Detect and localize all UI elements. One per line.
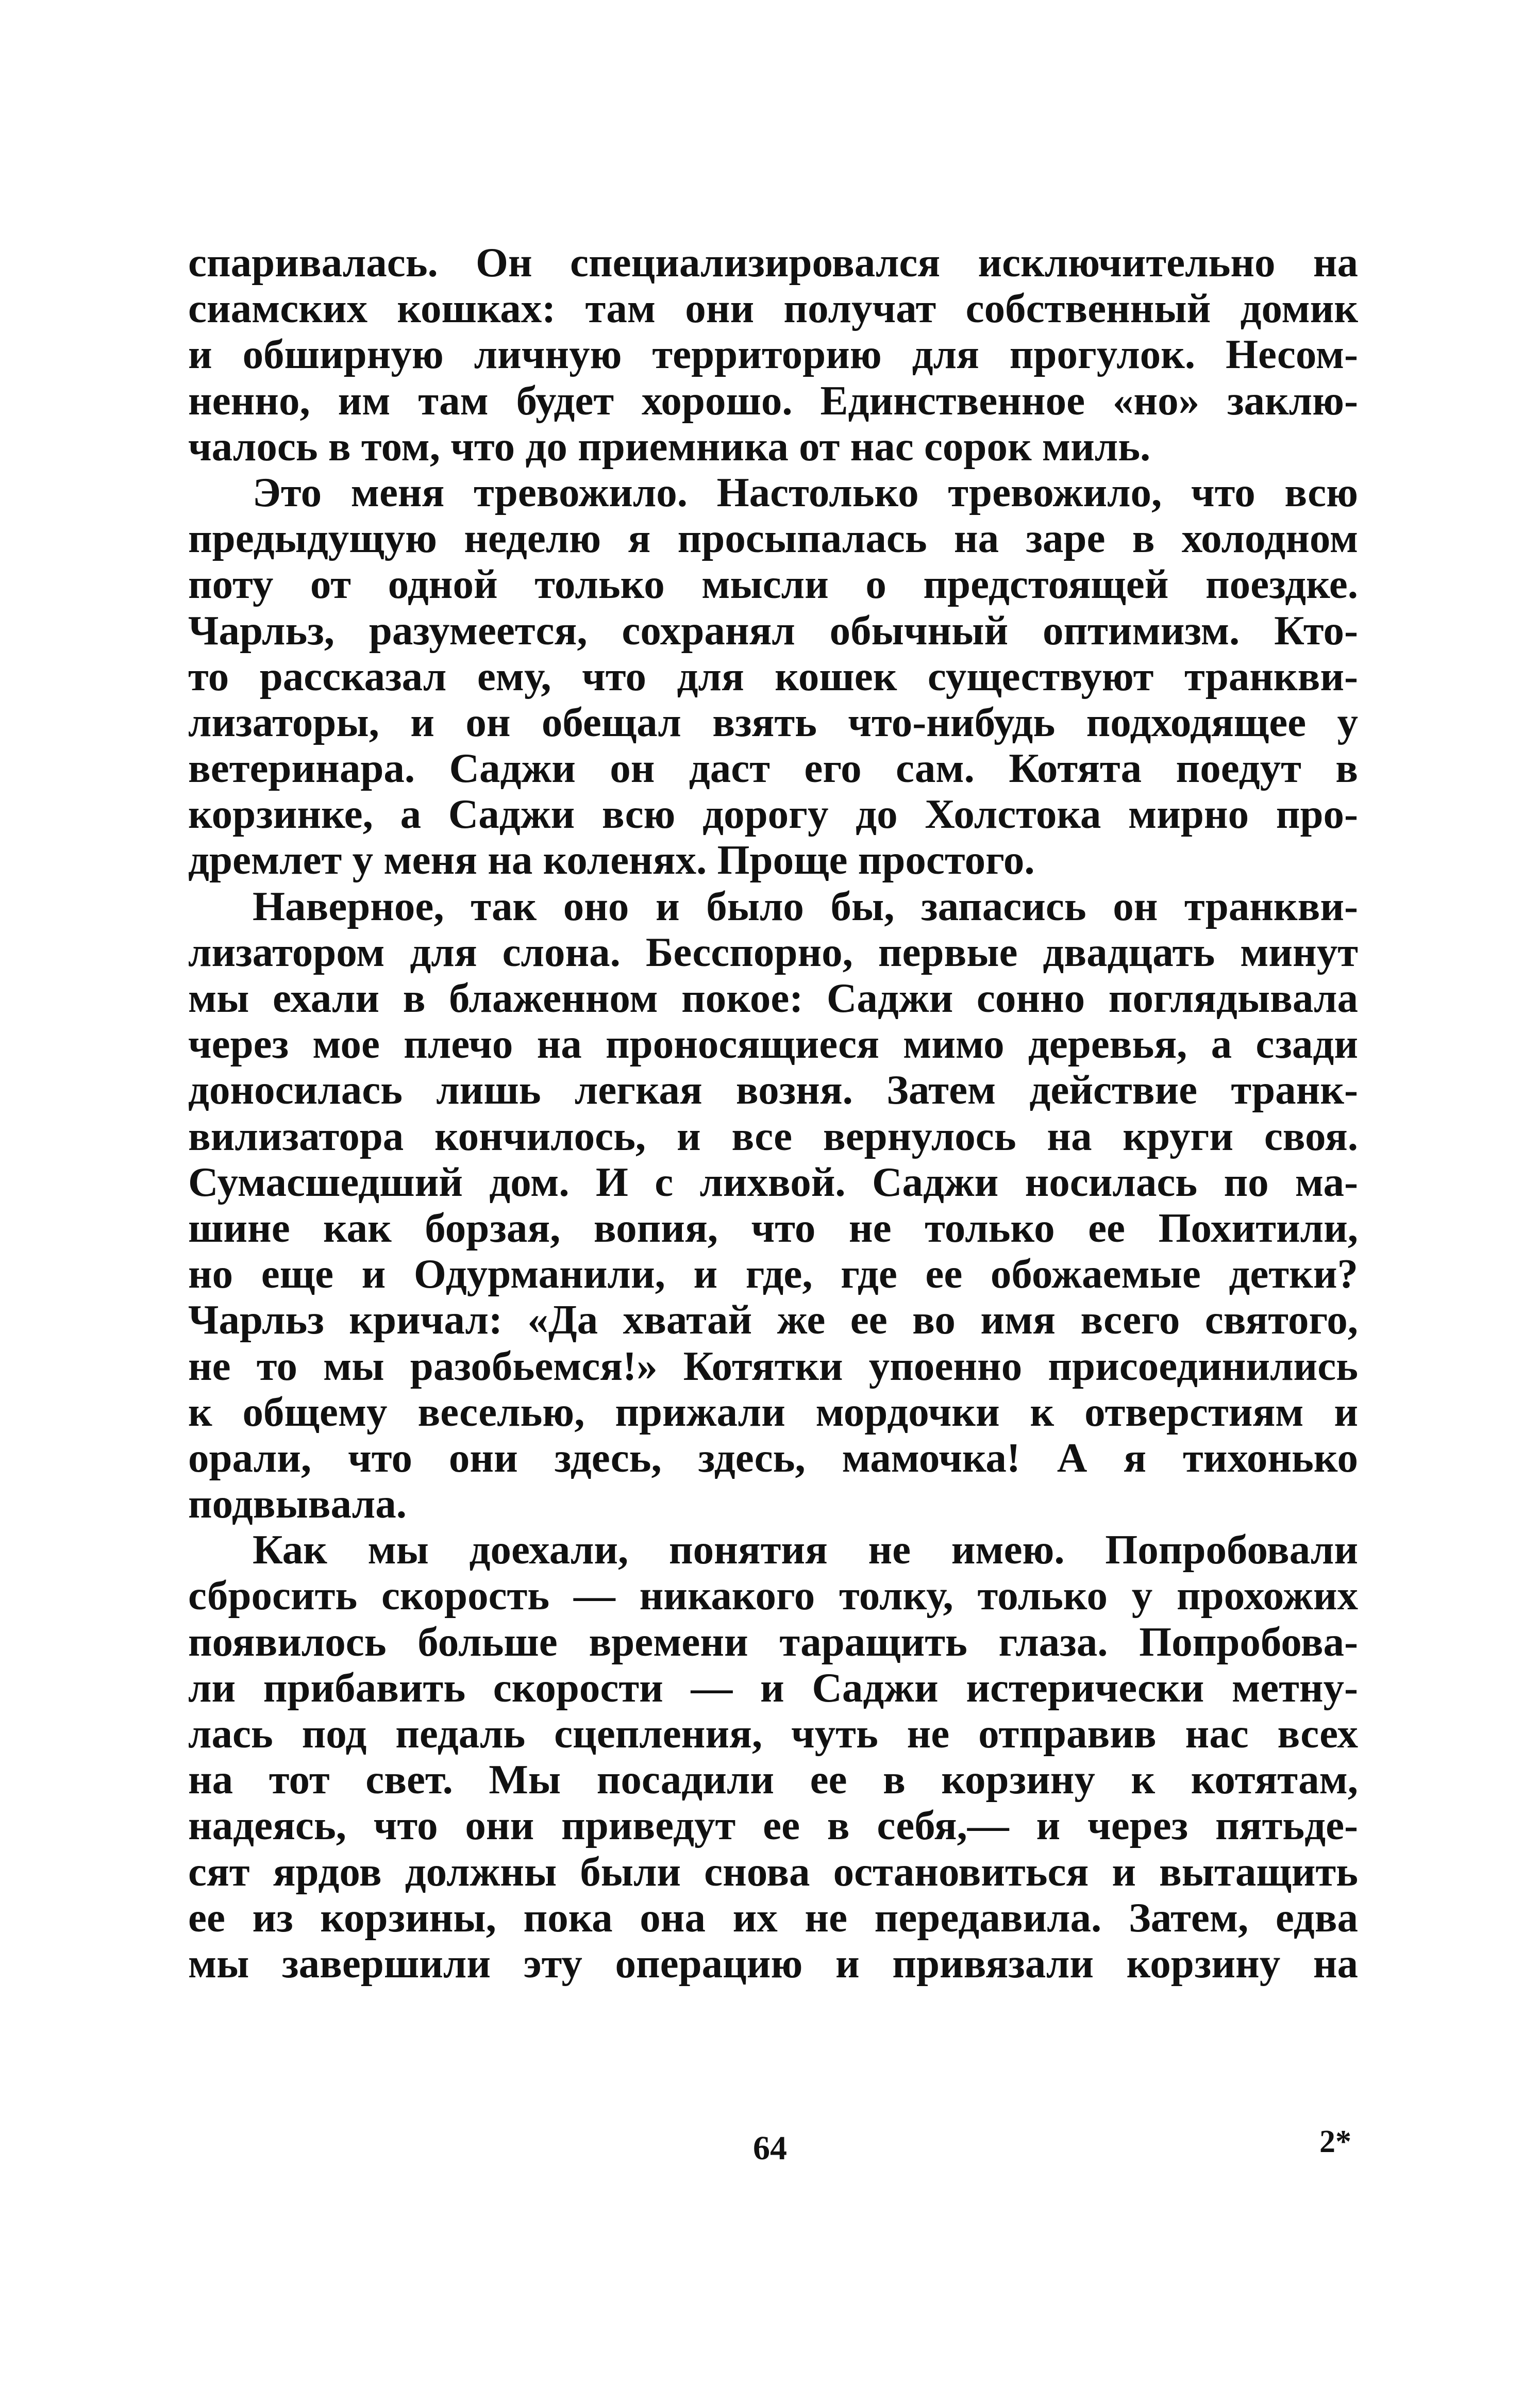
text-line: дремлет у меня на коленях. Проще простого. <box>188 837 1035 884</box>
text-line: через мое плечо на проносящиеся мимо деревья, а сзади <box>188 1021 1358 1068</box>
text-line: сиамских кошках: там они получат собственный домик <box>188 285 1358 332</box>
text-line: Чарльз, разумеется, сохранял обычный оптимизм. Кто- <box>188 607 1358 654</box>
text-line: Сумасшедший дом. И с лихвой. Саджи носилась по ма- <box>188 1158 1358 1205</box>
text-line: не то мы разобьемся!» Котятки упоенно присоединились <box>188 1342 1358 1389</box>
text-line: ли прибавить скорости — и Саджи истерически метну- <box>188 1664 1358 1711</box>
text-line: корзинке, а Саджи всю дорогу до Холстока мирно про- <box>188 791 1358 838</box>
text-line: мы завершили эту операцию и привязали корзину на <box>188 1940 1358 1987</box>
page-number: 64 <box>753 2129 787 2167</box>
text-line: сят ярдов должны были снова остановиться и вытащить <box>188 1848 1358 1895</box>
text-line: подвывала. <box>188 1480 407 1527</box>
text-line: надеясь, что они приведут ее в себя,— и через пятьде- <box>188 1802 1358 1849</box>
text-line: на тот свет. Мы посадили ее в корзину к котятам, <box>188 1756 1358 1803</box>
text-line: к общему веселью, прижали мордочки к отверстиям и <box>188 1388 1358 1435</box>
text-line: Чарльз кричал: «Да хватай же ее во имя всего святого, <box>188 1296 1358 1343</box>
text-line: Это меня тревожило. Настолько тревожило, что всю <box>253 469 1358 515</box>
text-line: шине как борзая, вопия, что не только ее Похитили, <box>188 1204 1358 1251</box>
text-line: и обширную личную территорию для прогулок. Несом- <box>188 331 1358 378</box>
text-line: Как мы доехали, понятия не имею. Попробовали <box>253 1526 1358 1573</box>
body-text <box>188 240 1358 1987</box>
text-line: то рассказал ему, что для кошек существуют транкви- <box>188 653 1358 699</box>
text-line: чалось в том, что до приемника от нас сорок миль. <box>188 423 1151 470</box>
text-line: ветеринара. Саджи он даст его сам. Котята поедут в <box>188 745 1358 792</box>
text-line: орали, что они здесь, здесь, мамочка! А я тихонько <box>188 1434 1358 1481</box>
text-line: лась под педаль сцепления, чуть не отправив нас всех <box>188 1710 1358 1757</box>
text-line: вилизатора кончилось, и все вернулось на круги своя. <box>188 1112 1358 1159</box>
text-line: предыдущую неделю я просыпалась на заре в холодном <box>188 515 1358 562</box>
text-line: появилось больше времени таращить глаза. Попробова- <box>188 1618 1358 1665</box>
text-line: мы ехали в блаженном покое: Саджи сонно поглядывала <box>188 975 1358 1021</box>
text-line: сбросить скорость — никакого толку, только у прохожих <box>188 1572 1358 1619</box>
text-line: доносилась лишь легкая возня. Затем действие транк- <box>188 1066 1358 1113</box>
text-line: но еще и Одурманили, и где, где ее обожаемые детки? <box>188 1251 1358 1297</box>
text-line: спаривалась. Он специализировался исключительно на <box>188 239 1358 286</box>
text-line: поту от одной только мысли о предстоящей поездке. <box>188 561 1358 608</box>
text-line: лизатором для слона. Бесспорно, первые двадцать минут <box>188 928 1358 975</box>
text-line: ненно, им там будет хорошо. Единственное «но» заклю- <box>188 377 1358 424</box>
text-line: ее из корзины, пока она их не передавила. Затем, едва <box>188 1894 1358 1941</box>
text-line: лизаторы, и он обещал взять что-нибудь подходящее у <box>188 698 1358 745</box>
signature-mark: 2* <box>1319 2124 1351 2159</box>
text-line: Наверное, так оно и было бы, запасись он транкви- <box>253 882 1358 929</box>
